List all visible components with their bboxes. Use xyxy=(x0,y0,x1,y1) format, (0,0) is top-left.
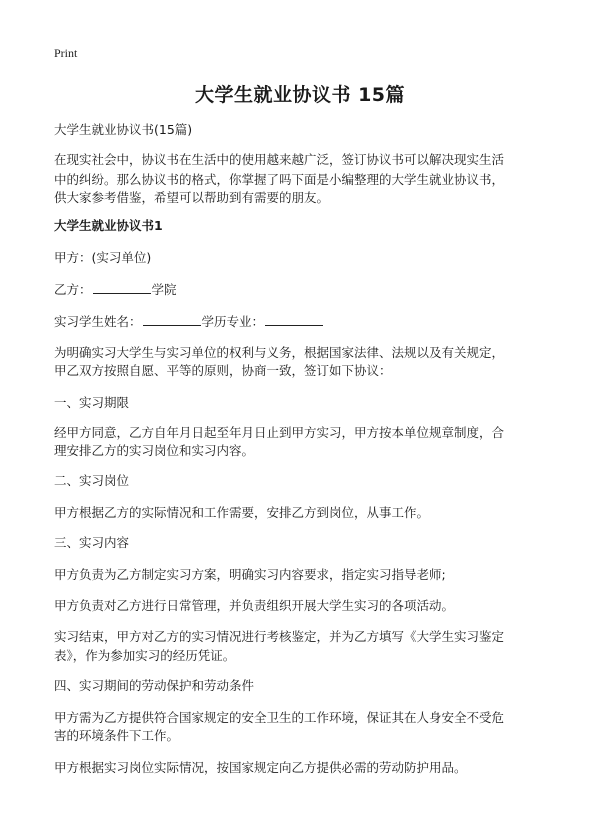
content-3-line-1: 实习结束，甲方对乙方的实习情况进行考核鉴定，并为乙方填写《大学生实习鉴定 xyxy=(54,629,505,644)
intro-line-3: 供大家参考借鉴，希望可以帮助到有需要的朋友。 xyxy=(54,190,330,205)
heading-internship-content: 三、实习内容 xyxy=(54,535,130,550)
party-b-label: 乙方： xyxy=(54,282,92,297)
content-paragraph-2: 甲方负责对乙方进行日常管理，并负责组织开展大学生实习的各项活动。 xyxy=(54,598,455,613)
term-line-1: 经甲方同意，乙方自年月日起至年月日止到甲方实习，甲方按本单位规章制度，合 xyxy=(54,425,505,440)
party-b-blank xyxy=(93,280,151,294)
document-subtitle: 大学生就业协议书(15篇) xyxy=(54,122,193,137)
purpose-line-2: 甲乙双方按照自愿、平等的原则，协商一致，签订如下协议： xyxy=(54,363,392,378)
party-b-line xyxy=(54,280,550,300)
section-1-heading: 大学生就业协议书1 xyxy=(54,218,163,233)
heading-internship-term: 一、实习期限 xyxy=(54,395,130,410)
labor-paragraph-2: 甲方根据实习岗位实际情况，按国家规定向乙方提供必需的劳动防护用品。 xyxy=(54,760,467,775)
education-blank xyxy=(265,312,323,326)
student-name-label: 实习学生姓名： xyxy=(54,314,142,329)
heading-labor-protection: 四、实习期间的劳动保护和劳动条件 xyxy=(54,678,255,693)
student-name-blank xyxy=(143,312,201,326)
intro-line-2: 中的纠纷。那么协议书的格式，你掌握了吗下面是小编整理的大学生就业协议书， xyxy=(54,172,505,187)
print-link[interactable]: Print xyxy=(54,46,78,60)
education-label: 学历专业： xyxy=(201,314,265,329)
party-b-suffix: 学院 xyxy=(151,282,177,297)
document-title: 大学生就业协议书 15篇 xyxy=(194,84,406,106)
content-3-line-2: 表》，作为参加实习的经历凭证。 xyxy=(54,648,236,663)
labor-1-line-2: 害的环境条件下工作。 xyxy=(54,728,180,743)
post-paragraph: 甲方根据乙方的实际情况和工作需要，安排乙方到岗位，从事工作。 xyxy=(54,505,430,520)
intro-line-1: 在现实社会中，协议书在生活中的使用越来越广泛，签订协议书可以解决现实生活 xyxy=(54,152,505,167)
term-line-2: 理安排乙方的实习岗位和实习内容。 xyxy=(54,443,255,458)
heading-internship-post: 二、实习岗位 xyxy=(54,473,130,488)
content-paragraph-1: 甲方负责为乙方制定实习方案，明确实习内容要求，指定实习指导老师; xyxy=(54,567,446,582)
labor-1-line-1: 甲方需为乙方提供符合国家规定的安全卫生的工作环境，保证其在人身安全不受危 xyxy=(54,710,505,725)
student-info-line xyxy=(54,312,550,332)
purpose-line-1: 为明确实习大学生与实习单位的权利与义务，根据国家法律、法规以及有关规定， xyxy=(54,345,505,360)
party-a-line: 甲方：(实习单位) xyxy=(54,250,152,265)
